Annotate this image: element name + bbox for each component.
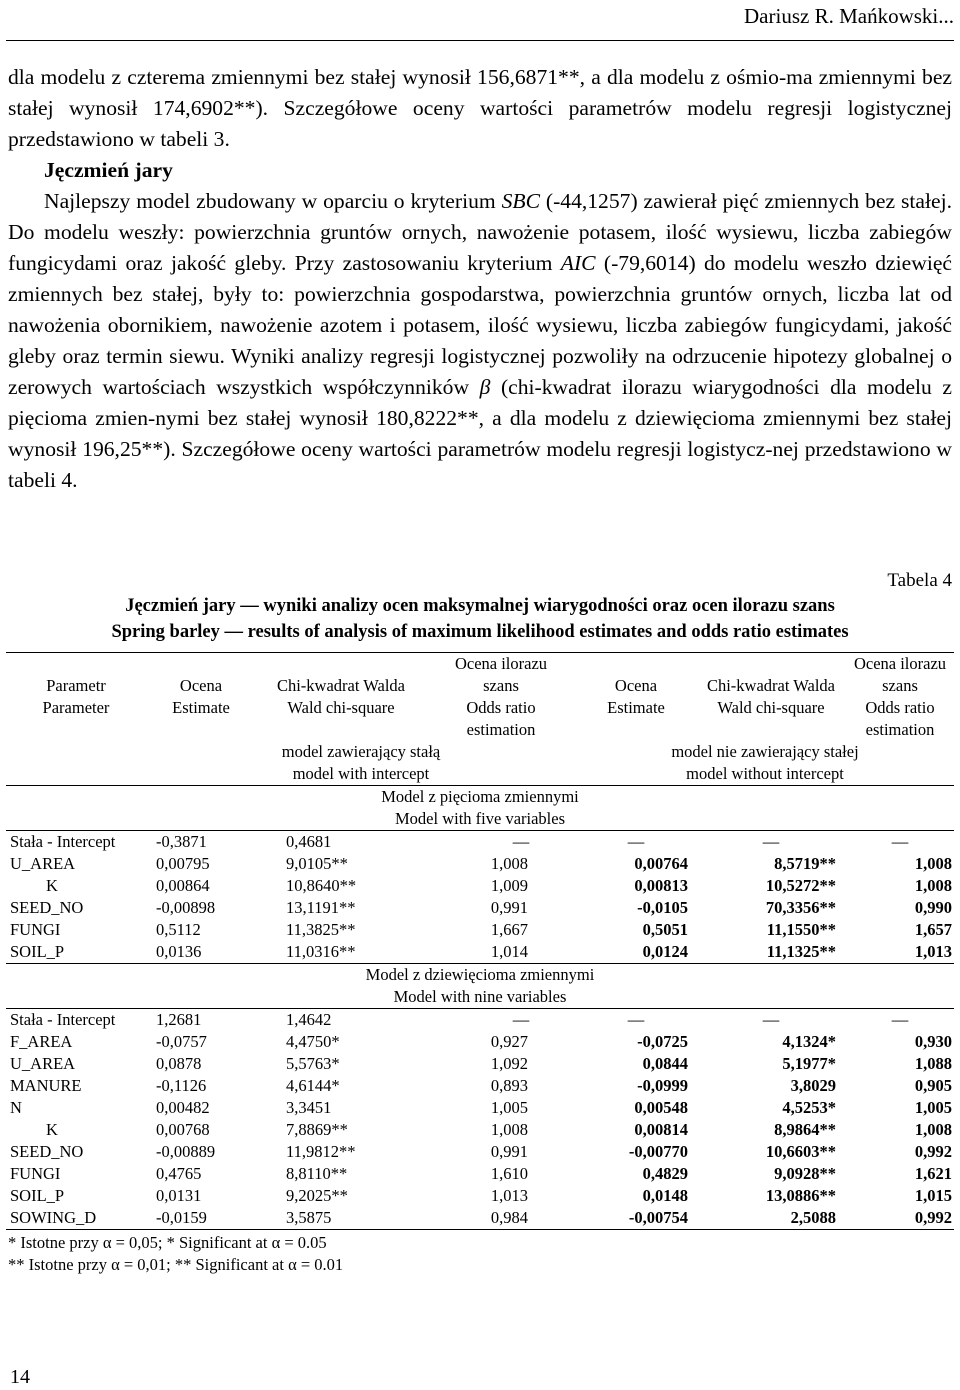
estimate-noint-cell: — [627,832,645,851]
parameter-header-en: Parameter [42,698,110,717]
group-2-row [6,964,954,1009]
chi-noint-cell: 3,8029 [790,1076,836,1095]
p2-beta: β [479,375,491,399]
estimate-noint-cell: 0,0148 [642,1186,688,1205]
param-cell: SEED_NO [10,1142,84,1161]
chi-noint-cell: 4,1324* [782,1032,836,1051]
chi-cell: 4,4750* [286,1032,340,1051]
with-intercept-en: model with intercept [292,764,430,783]
param-cell: SOWING_D [6,1207,146,1230]
table-row [6,875,954,897]
group-1-label-en: Model with five variables [395,809,565,828]
odds-cell: — [512,1010,530,1029]
chi-noint-cell: 70,3356** [765,898,836,917]
estimate-header-2-pl: Ocena [614,676,658,695]
table-row [6,941,954,964]
p2-aic: AIC [560,251,596,275]
param-cell: U_AREA [10,1054,76,1073]
odds-noint-cell: 1,013 [846,941,954,964]
odds-header-2-a: Ocena ilorazu [853,654,947,673]
odds-header-1-d: estimation [466,720,536,739]
header-rule [6,40,954,41]
paragraph-1: dla modelu z czterema zmiennymi bez stałej wynosił 156,6871**, a dla modelu z ośmio-ma zmiennymi bez stałej wynosił 174,6902**). Szczegółowe oceny wartości parametrów modelu regresji logistycznej przedstawiono w tabeli 3. [8,65,952,151]
param-cell: K [46,1120,58,1139]
param-cell: FUNGI [10,1164,61,1183]
estimate-cell: 0,0878 [156,1054,202,1073]
estimate-cell: 0,00768 [156,1120,210,1139]
chi-cell: 9,2025** [286,1186,348,1205]
chi-cell: 13,1191** [286,898,356,917]
param-cell: SEED_NO [10,898,84,917]
with-intercept-pl: model zawierający stałą [281,742,441,761]
estimate-noint-cell: 0,00813 [634,876,688,895]
chi-noint-cell: 9,0928** [774,1164,836,1183]
estimate-cell: 0,0131 [156,1186,202,1205]
odds-header-1 [426,653,576,742]
without-intercept-pl: model nie zawierający stałej [671,742,859,761]
parameter-header [6,653,146,742]
chi-header-1 [256,653,426,742]
estimate-noint-cell: -0,0105 [637,898,688,917]
without-intercept-label [576,741,954,786]
chi-cell: 8,8110** [286,1164,348,1183]
odds-cell: 0,991 [490,898,528,917]
param-cell: N [10,1098,22,1117]
parameter-header-pl: Parametr [46,676,106,695]
chi-noint-cell: 5,1977* [782,1054,836,1073]
odds-noint-cell: 0,992 [914,1142,952,1161]
group-1-label [6,786,954,831]
odds-cell: 1,005 [490,1098,528,1117]
odds-header-2-d: estimation [865,720,935,739]
estimate-noint-cell: -0,00770 [628,1142,688,1161]
odds-cell: — [512,832,530,851]
param-cell: U_AREA [10,854,76,873]
estimate-cell: 0,0136 [146,941,256,964]
odds-cell: 0,893 [490,1076,528,1095]
odds-cell: 1,008 [490,1120,528,1139]
param-cell: FUNGI [10,920,61,939]
estimate-noint-cell: 0,5051 [642,920,688,939]
table-row [6,831,954,854]
odds-cell: 1,008 [490,854,528,873]
odds-noint-cell: 1,657 [914,920,952,939]
estimate-noint-cell: -0,0725 [637,1032,688,1051]
group-2-body [6,1009,954,1230]
p2-part-a: Najlepszy model zbudowany w oparciu o kryterium [44,189,502,213]
odds-cell: 1,014 [426,941,576,964]
group-2-label-pl: Model z dziewięcioma zmiennymi [365,965,595,984]
table-row [6,1097,954,1119]
odds-header-1-a: Ocena ilorazu [454,654,548,673]
results-table [6,652,954,1230]
odds-cell: 0,991 [490,1142,528,1161]
odds-cell: 1,667 [490,920,528,939]
estimate-noint-cell: -0,00754 [576,1207,696,1230]
chi-header-1-pl: Chi-kwadrat Walda [276,676,406,695]
chi-header-1-en: Wald chi-square [287,698,395,717]
running-header: Dariusz R. Mańkowski... [744,4,954,28]
chi-cell: 4,6144* [286,1076,340,1095]
body-text [8,62,952,496]
group-1-body [6,831,954,964]
param-cell: Stała - Intercept [10,832,116,851]
chi-noint-cell: 4,5253* [782,1098,836,1117]
model-type-blank [6,741,146,786]
estimate-cell: -0,3871 [156,832,207,851]
group-2-label [6,964,954,1009]
estimate-header-2 [576,653,696,742]
table-title-pl: Jęczmień jary — wyniki analizy ocen maksymalnej wiarygodności oraz ocen ilorazu szans [125,596,835,616]
estimate-cell: 0,00795 [156,854,210,873]
odds-noint-cell: 1,008 [914,1120,952,1139]
table-row [6,853,954,875]
param-cell: Stała - Intercept [10,1010,116,1029]
odds-header-1-c: Odds ratio [466,698,536,717]
param-cell: K [46,876,58,895]
chi-noint-cell: — [762,1010,780,1029]
odds-noint-cell: 0,990 [914,898,952,917]
chi-cell: 3,3451 [286,1098,332,1117]
odds-noint-cell: 1,008 [914,876,952,895]
chi-noint-cell: 10,5272** [765,876,836,895]
table-number: Tabela 4 [887,570,952,591]
chi-noint-cell: 13,0886** [765,1186,836,1205]
table-row [6,1185,954,1207]
chi-header-2-pl: Chi-kwadrat Walda [706,676,836,695]
table-row [6,1141,954,1163]
group-2-label-en: Model with nine variables [393,987,567,1006]
p2-part-c: (-79,6014) do modelu weszło dziewięć zmiennych bez stałej, były to: powierzchnia gospodarstwa, powierzchnia gruntów ornych, liczba lat od nawożenia obornikiem, nawożenie azotem i potasem, ilość wysiewu, liczba zabiegów fungicydami, jakość gleby oraz termin siewu. Wyniki analizy regresji logistycznej pozwoliły na odrzucenie hipotezy globalnej o zerowych wartościach wszystkich współczynników [8,251,952,399]
odds-noint-cell: 0,930 [914,1032,952,1051]
estimate-noint-cell: 0,0844 [642,1054,688,1073]
odds-header-2 [846,653,954,742]
odds-cell: 1,013 [490,1186,528,1205]
table-row [6,1207,954,1230]
estimate-cell: 1,2681 [156,1010,202,1029]
estimate-noint-cell: — [627,1010,645,1029]
estimate-noint-cell: 0,00764 [634,854,688,873]
odds-header-2-b: szans [882,676,918,695]
odds-cell: 0,984 [426,1207,576,1230]
param-cell: SOIL_P [6,941,146,964]
odds-header-2-c: Odds ratio [865,698,935,717]
model-type-row [6,741,954,786]
chi-cell: 11,9812** [286,1142,356,1161]
p2-part-b: (-44,1257) zawierał pięć zmiennych bez stałej. Do modelu weszły: powierzchnia gruntów ornych, nawożenie potasem, ilość wysiewu, liczba zabiegów fungicydami oraz jakość gleby. Przy zastosowaniu kryterium [8,189,952,275]
chi-header-2 [696,653,846,742]
chi-cell: 1,4642 [286,1010,332,1029]
odds-cell: 1,092 [490,1054,528,1073]
odds-noint-cell: — [891,832,909,851]
estimate-cell: -0,0159 [146,1207,256,1230]
estimate-cell: 0,00864 [156,876,210,895]
estimate-cell: -0,0757 [156,1032,207,1051]
p2-sbc: SBC [501,189,540,213]
table-notes [8,1232,343,1276]
odds-noint-cell: 1,015 [914,1186,952,1205]
without-intercept-en: model without intercept [686,764,844,783]
odds-noint-cell: 1,088 [914,1054,952,1073]
param-cell: MANURE [10,1076,82,1095]
param-cell: F_AREA [10,1032,73,1051]
chi-header-2-en: Wald chi-square [717,698,825,717]
estimate-cell: -0,00898 [156,898,216,917]
chi-noint-cell: 8,9864** [774,1120,836,1139]
odds-header-1-b: szans [483,676,519,695]
odds-noint-cell: 1,005 [914,1098,952,1117]
odds-noint-cell: 1,008 [914,854,952,873]
param-cell: SOIL_P [10,1186,65,1205]
odds-cell: 0,927 [490,1032,528,1051]
page-number: 14 [10,1366,30,1388]
estimate-cell: 0,4765 [156,1164,202,1183]
estimate-noint-cell: 0,00814 [634,1120,688,1139]
section-heading: Jęczmień jary [44,158,173,182]
table-row [6,1163,954,1185]
odds-noint-cell: 0,905 [914,1076,952,1095]
group-1-row [6,786,954,831]
chi-cell: 0,4681 [286,832,332,851]
chi-cell: 9,0105** [286,854,348,873]
group-1-label-pl: Model z pięcioma zmiennymi [381,787,579,806]
estimate-noint-cell: -0,0999 [637,1076,688,1095]
table-title-en: Spring barley — results of analysis of maximum likelihood estimates and odds ratio estimates [111,622,849,642]
table-row [6,1075,954,1097]
chi-noint-cell: 11,1325** [696,941,846,964]
chi-cell: 7,8869** [286,1120,348,1139]
table-row [6,1031,954,1053]
odds-noint-cell: 0,992 [846,1207,954,1230]
table-row [6,919,954,941]
chi-cell: 10,8640** [286,876,357,895]
estimate-header-1 [146,653,256,742]
estimate-cell: 0,00482 [156,1098,210,1117]
table-row [6,1009,954,1032]
estimate-noint-cell: 0,4829 [642,1164,688,1183]
with-intercept-label [146,741,576,786]
estimate-header-1-pl: Ocena [179,676,223,695]
estimate-noint-cell: 0,0124 [576,941,696,964]
odds-cell: 1,009 [490,876,528,895]
odds-cell: 1,610 [490,1164,528,1183]
chi-noint-cell: 11,1550** [766,920,836,939]
chi-cell: 5,5763* [286,1054,340,1073]
table-row [6,897,954,919]
chi-noint-cell: — [762,832,780,851]
paragraph-2 [8,186,952,496]
p2-part-d: (chi-kwadrat ilorazu wiarygodności dla modelu z pięcioma zmien-nymi bez stałej wynosił 180,8222**, a dla modelu z dziewięcioma zmiennymi bez stałej wynosił 196,25**). Szczegółowe oceny wartości parametrów modelu regresji logistycz-nej przedstawiono w tabeli 4. [8,375,952,492]
odds-noint-cell: 1,621 [914,1164,952,1183]
estimate-header-2-en: Estimate [607,698,665,717]
estimate-cell: 0,5112 [156,920,201,939]
odds-noint-cell: — [891,1010,909,1029]
chi-cell: 11,3825** [286,920,356,939]
chi-noint-cell: 10,6603** [765,1142,836,1161]
chi-noint-cell: 8,5719** [774,854,836,873]
note-1: * Istotne przy α = 0,05; * Significant at α = 0.05 [8,1233,327,1252]
chi-noint-cell: 2,5088 [696,1207,846,1230]
estimate-cell: -0,1126 [156,1076,207,1095]
table-row [6,1119,954,1141]
chi-cell: 3,5875 [256,1207,426,1230]
note-2: ** Istotne przy α = 0,01; ** Significant at α = 0.01 [8,1255,344,1274]
estimate-noint-cell: 0,00548 [634,1098,688,1117]
estimate-header-1-en: Estimate [172,698,230,717]
chi-cell: 11,0316** [256,941,426,964]
estimate-cell: -0,00889 [156,1142,216,1161]
table-row [6,1053,954,1075]
